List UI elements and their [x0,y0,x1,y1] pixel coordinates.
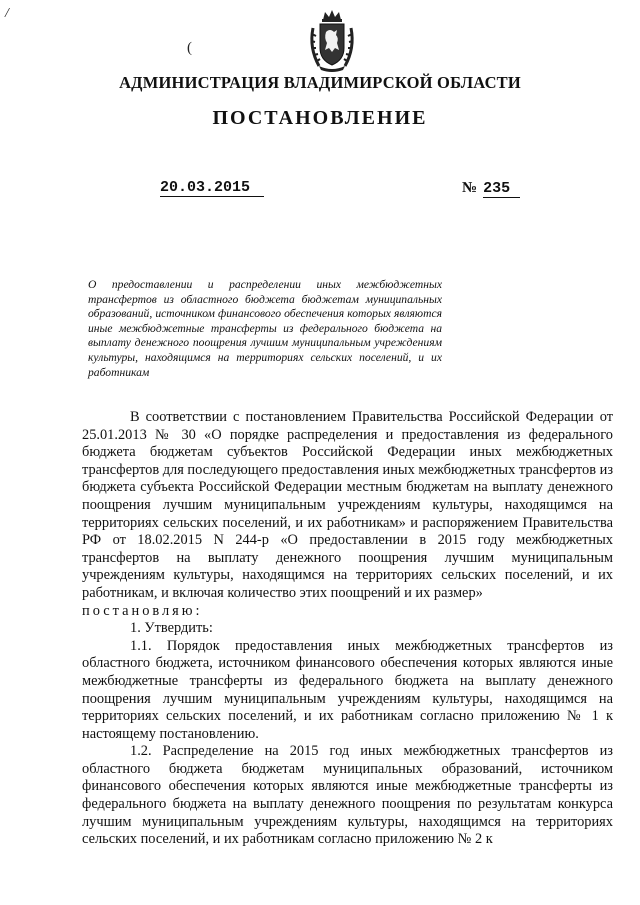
body-paragraph-1-1: 1.1. Порядок предоставления иных межбюджетных трансфертов из областного бюджета, источником финансового обеспечения которых являются иные межбюджетные трансферты из федерального бюджета на выплату денежного поощрения лучшим муниципальным учреждениям культуры, находящимся на территориях сельских поселений, и их работникам согласно приложению № 1 к настоящему постановлению. [82,637,613,742]
body-paragraph-1-2: 1.2. Распределение на 2015 год иных межбюджетных трансфертов из областного бюджета бюджетам муниципальных образований, источником финансового обеспечения которых являются иные межбюджетные трансферты из федерального бюджета на выплату денежного поощрения по результатам конкурса лучшим муниципальным учреждениям культуры, находящимся на территориях сельских поселений, и их работникам согласно приложению № 2 к [82,743,613,848]
handwritten-mark: / [5,6,9,21]
organization-name: АДМИНИСТРАЦИЯ ВЛАДИМИРСКОЙ ОБЛАСТИ [119,73,521,92]
document-type: ПОСТАНОВЛЕНИЕ [212,107,428,129]
decree-word: постановляю: [82,602,203,619]
document-body [82,409,613,849]
document-date: 20.03.2015 [160,180,264,197]
coat-of-arms-icon [307,8,357,74]
document-subject: О предоставлении и распределении иных межбюджетных трансфертов из областного бюджета бюджетам муниципальных образований, источником финансового обеспечения которых являются иные межбюджетные трансферты из федерального бюджета на выплату денежного поощрения лучшим муниципальным учреждениям культуры, находящимся на территориях сельских поселений, и их работникам [88,278,442,379]
body-paragraph-preamble: В соответствии с постановлением Правительства Российской Федерации от 25.01.2013 № 30 «О порядке распределения и предоставления из федерального бюджета бюджетам субъектов Российской Федерации иных межбюджетных трансфертов для последующего предоставления иных межбюджетных трансфертов из бюджета субъекта Российской Федерации местным бюджетам на выплату денежного поощрения лучшим муниципальным учреждениям культуры, находящимся на территориях сельских поселений, и их работникам» и распоряжением Правительства РФ от 18.02.2015 N 244-р «О предоставлении в 2015 году межбюджетных трансфертов на выплату денежного поощрения лучшим муниципальным учреждениям культуры, находящимся на территориях сельских поселений, и их работникам, и включая количество этих поощрений и их размер» [82,409,613,601]
number-value: 235 [483,181,520,198]
scan-mark: ( [187,40,192,56]
number-sign: № [462,180,478,196]
document-number [462,180,520,198]
body-paragraph-1: 1. Утвердить: [130,620,213,637]
